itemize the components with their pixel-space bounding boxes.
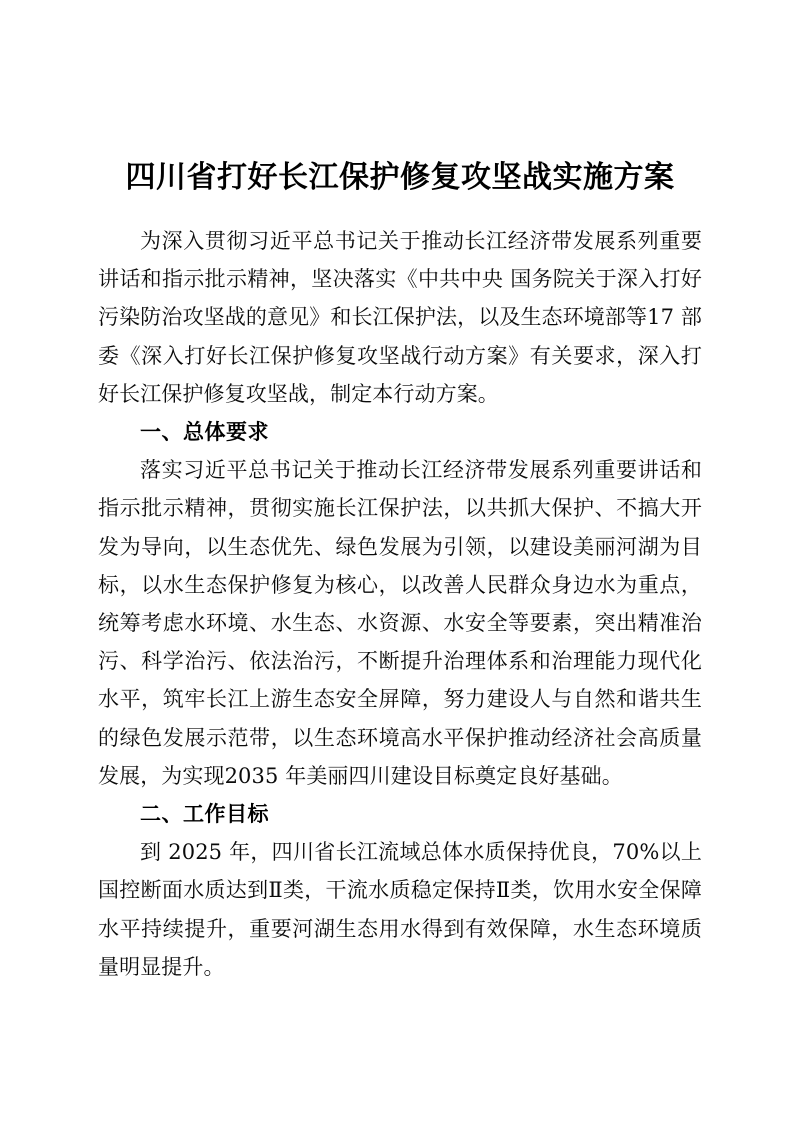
section-heading-one: 一、总体要求 — [140, 420, 269, 445]
section-two-paragraph: 到 2025 年，四川省长江流域总体水质保持优良，70%以上国控断面水质达到Ⅱ类，干流水质稳定保持Ⅱ类，饮用水安全保障水平持续提升，重要河湖生态用水得到有效保障，水生态环境质量明显提升。 — [98, 840, 702, 979]
preamble-paragraph: 为深入贯彻习近平总书记关于推动长江经济带发展系列重要讲话和指示批示精神，坚决落实《中共中央 国务院关于深入打好污染防治攻坚战的意见》和长江保护法，以及生态环境部等17 部委《深入打好长江保护修复攻坚战行动方案》有关要求，深入打好长江保护修复攻坚战，制定本行动方案。 — [98, 229, 702, 406]
section-heading-two: 二、工作目标 — [140, 802, 269, 827]
page-title: 四川省打好长江保护修复攻坚战实施方案 — [125, 160, 675, 196]
document-flow — [98, 222, 702, 986]
section-one-paragraph: 落实习近平总书记关于推动长江经济带发展系列重要讲话和指示批示精神，贯彻实施长江保护法，以共抓大保护、不搞大开发为导向，以生态优先、绿色发展为引领，以建设美丽河湖为目标，以水生态保护修复为核心，以改善人民群众身边水为重点，统筹考虑水环境、水生态、水资源、水安全等要素，突出精准治污、科学治污、依法治污，不断提升治理体系和治理能力现代化水平，筑牢长江上游生态安全屏障，努力建设人与自然和谐共生的绿色发展示范带，以生态环境高水平保护推动经济社会高质量发展，为实现2035 年美丽四川建设目标奠定良好基础。 — [98, 458, 702, 788]
